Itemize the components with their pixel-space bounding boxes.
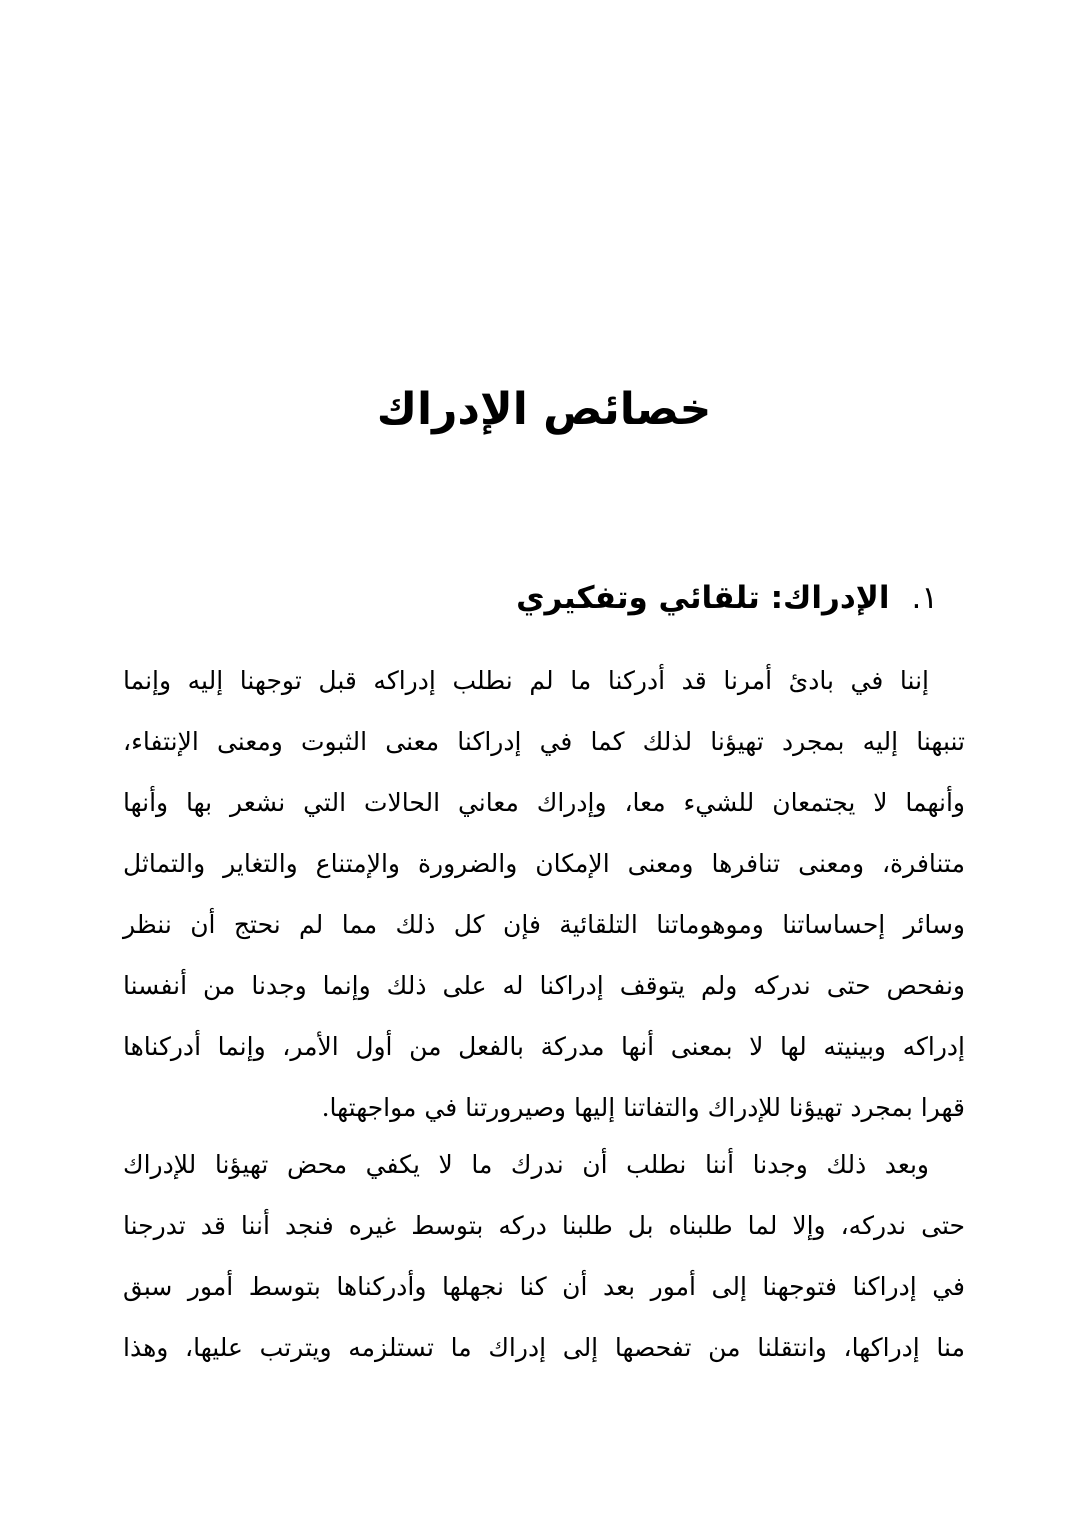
section-title: الإدراك: تلقائي وتفكيري <box>516 580 890 616</box>
paragraph-line: متنافرة، ومعنى تنافرها ومعنى الإمكان والضرورة والإمتناع والتغاير والتماثل <box>123 849 965 878</box>
paragraph-line: إننا في بادئ أمرنا قد أدركنا ما لم نطلب إدراكه قبل توجهنا إليه وإنما <box>123 666 929 695</box>
paragraph-line: إدراكه وبينيته لها لا بمعنى أنها مدركة بالفعل من أول الأمر، وإنما أدركناها <box>123 1032 965 1061</box>
paragraph-line: في إدراكنا فتوجهنا إلى أمور بعد أن كنا نجهلها وأدركناها بتوسط أمور سبق <box>123 1272 965 1301</box>
paragraph-line: قهرا بمجرد تهيؤنا للإدراك والتفاتنا إليها وصيرورتنا في مواجهتها. <box>321 1093 965 1122</box>
paragraph-line: تنبهنا إليه بمجرد تهيؤنا لذلك كما في إدراكنا معنى الثبوت ومعنى الإنتفاء، <box>123 727 965 756</box>
paragraph-line: منا إدراكها، وانتقلنا من تفحصها إلى إدراك ما تستلزمه ويترتب عليها، وهذا <box>123 1333 965 1362</box>
paragraph-2 <box>123 1134 965 1378</box>
section-number: ١. <box>911 580 938 616</box>
paragraph-line: وأنهما لا يجتمعان للشيء معا، وإدراك معاني الحالات التي نشعر بها وأنها <box>123 788 965 817</box>
paragraph-line: وسائر إحساساتنا وموهوماتنا التلقائية فإن كل ذلك مما لم نحتج أن ننظر <box>123 910 965 939</box>
paragraph-1 <box>123 650 965 1138</box>
chapter-title: خصائص الإدراك <box>376 384 712 435</box>
paragraph-line: حتى ندركه، وإلا لما طلبناه بل طلبنا دركه بتوسط غيره فنجد أننا قد تدرجنا <box>123 1211 965 1240</box>
paragraph-line: وبعد ذلك وجدنا أننا نطلب أن ندرك ما لا يكفي محض تهيؤنا للإدراك <box>123 1150 929 1179</box>
paragraph-line: ونفحص حتى ندركه ولم يتوقف إدراكنا له على ذلك وإنما وجدنا من أنفسنا <box>123 971 965 1000</box>
section-heading <box>516 572 938 624</box>
